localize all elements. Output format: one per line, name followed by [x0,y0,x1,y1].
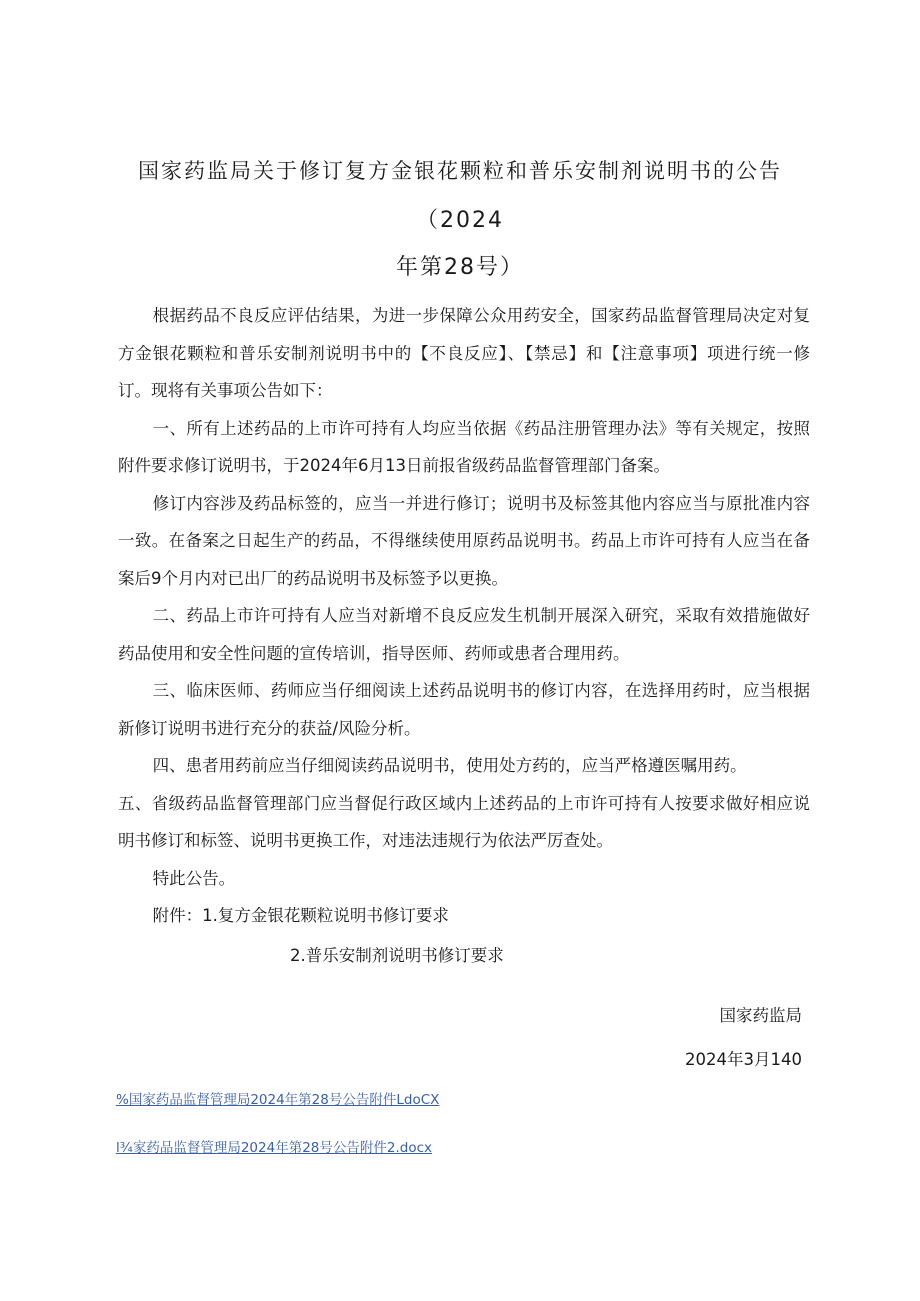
item-2-paragraph: 二、药品上市许可持有人应当对新增不良反应发生机制开展深入研究，采取有效措施做好药品使用和安全性问题的宣传培训，指导医师、药师或患者合理用药。 [118,606,810,663]
announcement-number-line1: （2024 [416,208,504,233]
announcement-body [118,297,810,935]
attachment-2: 2.普乐安制剂说明书修订要求 [290,946,504,965]
announcement-number-line2: 年第28号） [396,255,524,280]
attachment-1: 附件：1.复方金银花颗粒说明书修订要求 [152,906,449,925]
intro-paragraph: 根据药品不良反应评估结果，为进一步保障公众用药安全，国家药品监督管理局决定对复方金银花颗粒和普乐安制剂说明书中的【不良反应】、【禁忌】和【注意事项】项进行统一修订。现将有关事项公告如下： [118,306,810,400]
attachment-file-link-1[interactable]: %国家药品监督管理局2024年第28号公告附件LdoCX [116,1092,440,1108]
signature: 国家药监局 [719,1006,802,1025]
attachment-file-link-2[interactable]: l¾家药品监督管理局2024年第28号公告附件2.docx [116,1140,432,1156]
page-title: 国家药监局关于修订复方金银花颗粒和普乐安制剂说明书的公告 [138,159,782,183]
closing-paragraph: 特此公告。 [152,868,236,888]
item-1-paragraph: 一、所有上述药品的上市许可持有人均应当依据《药品注册管理办法》等有关规定，按照附件要求修订说明书，于2024年6月13日前报省级药品监督管理部门备案。 [118,418,810,475]
item-5-paragraph: 五、省级药品监督管理部门应当督促行政区域内上述药品的上市许可持有人按要求做好相应说明书修订和标签、说明书更换工作，对违法违规行为依法严厉查处。 [118,793,810,850]
item-1-continued-paragraph: 修订内容涉及药品标签的，应当一并进行修订；说明书及标签其他内容应当与原批准内容一致。在备案之日起生产的药品，不得继续使用原药品说明书。药品上市许可持有人应当在备案后9个月内对已出厂的药品说明书及标签予以更换。 [118,493,810,588]
issue-date: 2024年3月140 [685,1050,802,1069]
item-3-paragraph: 三、临床医师、药师应当仔细阅读上述药品说明书的修订内容，在选择用药时，应当根据新修订说明书进行充分的获益/风险分析。 [118,681,810,738]
item-4-paragraph: 四、患者用药前应当仔细阅读药品说明书，使用处方药的，应当严格遵医嘱用药。 [152,756,747,775]
